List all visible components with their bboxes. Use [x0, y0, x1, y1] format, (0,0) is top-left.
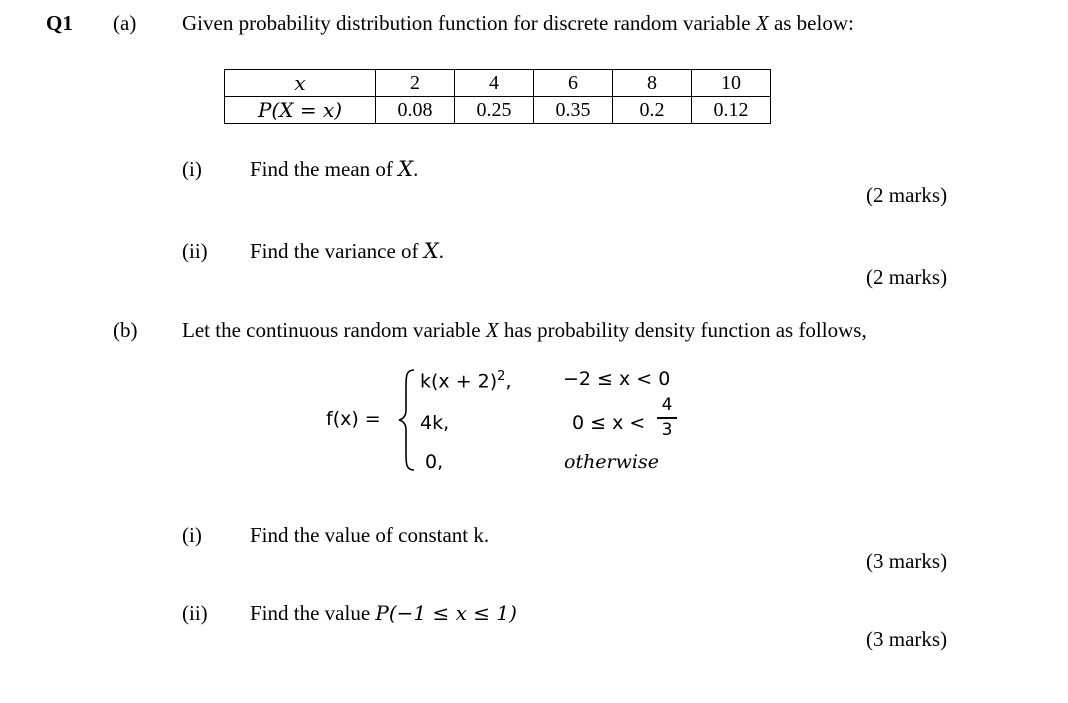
part-a-ii-text	[250, 241, 444, 262]
table-row-p	[225, 97, 771, 124]
part-a-stem-end: as below:	[768, 11, 854, 35]
part-a-stem	[182, 13, 854, 34]
curly-brace-icon	[398, 368, 416, 472]
table-cell-x: 6	[534, 70, 613, 97]
pdf-case2-fraction	[656, 397, 678, 439]
part-b-stem-var: X	[485, 318, 499, 342]
part-b-i-text: Find the value of constant k.	[250, 523, 490, 547]
pdf-case2-expr: 4k,	[420, 412, 450, 434]
part-b-ii-marks: (3 marks)	[866, 627, 948, 651]
table-cell-p: 0.12	[692, 97, 771, 124]
table-header-x: x	[225, 70, 376, 97]
part-a-stem-text: Given probability distribution function for discrete random variable	[182, 11, 756, 35]
pdf-case1-comma: ,	[505, 370, 512, 393]
table-cell-x: 8	[613, 70, 692, 97]
pdf-case1-text: k(x + 2)	[420, 370, 498, 393]
part-a-ii-end: .	[438, 239, 444, 263]
table-cell-x: 4	[455, 70, 534, 97]
part-a-ii-label: (ii)	[182, 239, 208, 263]
part-b-ii-text-main: Find the value	[250, 601, 376, 625]
part-a-i-var: X	[398, 157, 414, 181]
fraction-bar	[657, 417, 677, 419]
pdf-case1-exponent: 2	[497, 369, 506, 384]
pdf-case1-expr	[420, 370, 512, 391]
table-cell-x: 10	[692, 70, 771, 97]
part-b-i-label: (i)	[182, 523, 202, 547]
part-b-stem	[182, 320, 867, 341]
part-a-ii-text-main: Find the variance of	[250, 239, 424, 263]
part-b-ii-label: (ii)	[182, 601, 208, 625]
table-header-p: P(X = x)	[225, 97, 376, 124]
part-a-stem-var: X	[755, 11, 769, 35]
table-row-x	[225, 70, 771, 97]
part-a-i-text	[250, 159, 418, 180]
part-b-stem-text-2: has probability density function as follows,	[498, 318, 867, 342]
part-a-i-end: .	[413, 157, 419, 181]
fraction-numerator: 4	[661, 395, 673, 415]
part-a-label: (a)	[113, 11, 137, 35]
part-b-i-marks: (3 marks)	[866, 549, 948, 573]
part-a-ii-var: X	[423, 239, 439, 263]
part-a-i-label: (i)	[182, 157, 202, 181]
part-a-ii-marks: (2 marks)	[866, 265, 948, 289]
table-cell-p: 0.25	[455, 97, 534, 124]
table-cell-p: 0.08	[376, 97, 455, 124]
distribution-table	[224, 69, 771, 124]
table-cell-p: 0.35	[534, 97, 613, 124]
pdf-case3-expr: 0,	[425, 451, 444, 473]
table-cell-p: 0.2	[613, 97, 692, 124]
part-b-ii-expr: P(−1 ≤ x ≤ 1)	[375, 601, 517, 625]
part-b-label: (b)	[113, 318, 138, 342]
part-b-ii-text	[250, 603, 517, 624]
pdf-case3-condition: otherwise	[564, 451, 659, 473]
pdf-case1-condition: −2 ≤ x < 0	[563, 368, 671, 390]
fraction-denominator: 3	[661, 419, 673, 440]
question-number: Q1	[46, 11, 73, 35]
part-a-i-text-main: Find the mean of	[250, 157, 399, 181]
pdf-lhs: f(x) =	[326, 408, 381, 430]
part-a-i-marks: (2 marks)	[866, 183, 948, 207]
table-cell-x: 2	[376, 70, 455, 97]
part-b-stem-text-1: Let the continuous random variable	[182, 318, 486, 342]
pdf-case2-condition: 0 ≤ x <	[572, 412, 646, 434]
